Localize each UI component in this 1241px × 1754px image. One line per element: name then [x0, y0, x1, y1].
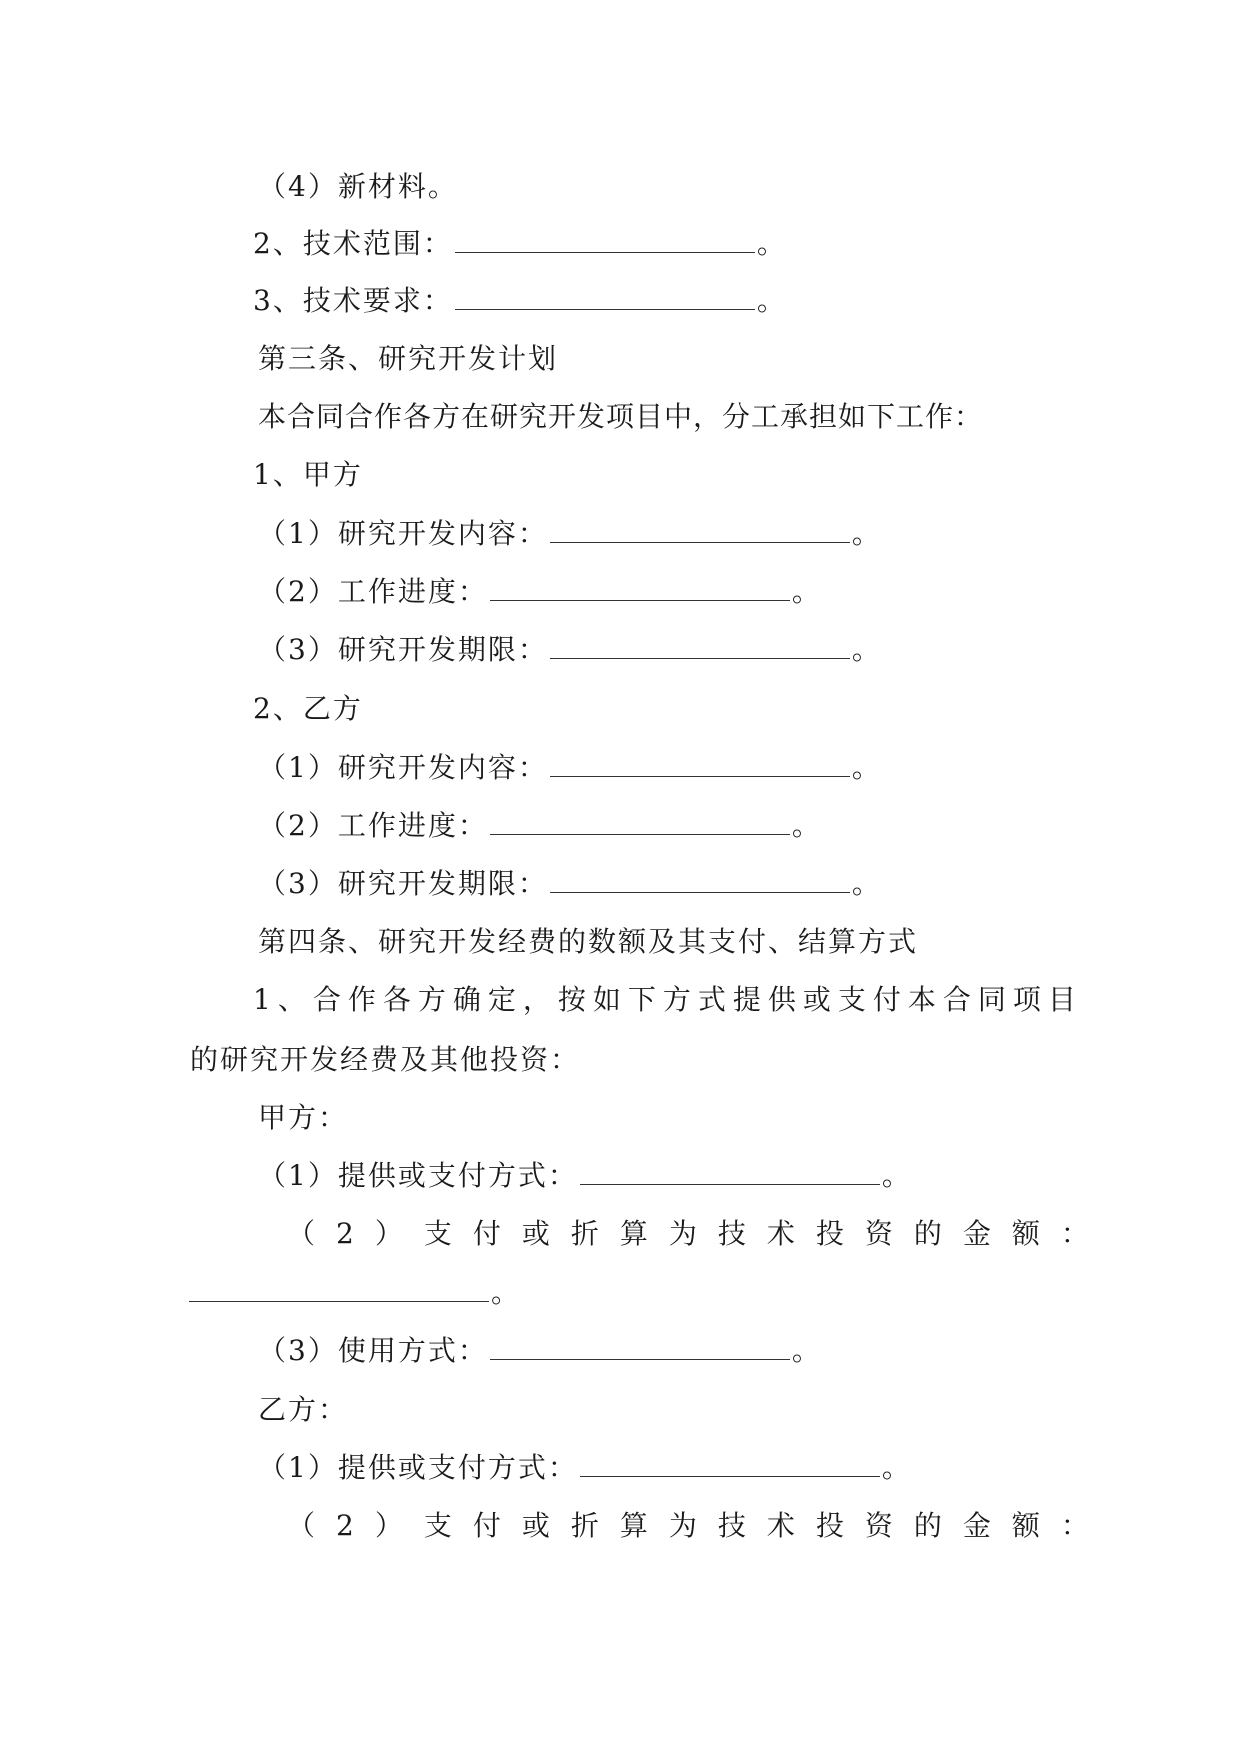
fill-in-blank: [490, 810, 790, 835]
party-heading: 1、甲方: [253, 458, 363, 491]
fill-in-blank: [580, 1160, 880, 1185]
fill-in-blank: [550, 752, 850, 777]
form-line: （2）工作进度： 。: [258, 575, 822, 608]
form-line: （2）工作进度： 。: [258, 809, 822, 842]
form-line: （3）使用方式： 。: [258, 1334, 822, 1367]
party-heading: 2、乙方: [253, 692, 363, 725]
form-line: （1）提供或支付方式： 。: [258, 1451, 912, 1484]
fill-in-blank: [455, 228, 755, 253]
fill-in-blank: [550, 634, 850, 659]
text-line: 的研究开发经费及其他投资：: [190, 1043, 581, 1076]
text-line: 1、合作各方确定，按如下方式提供或支付本合同项目: [253, 983, 1083, 1016]
fill-in-blank: [550, 868, 850, 893]
fill-in-blank: [550, 518, 850, 543]
fill-in-blank: [455, 285, 755, 310]
text-line: （2）支付或折算为技术投资的金额：: [287, 1509, 1110, 1542]
party-heading: 乙方：: [258, 1393, 349, 1426]
form-line: 。: [187, 1273, 521, 1313]
party-heading: 甲方：: [258, 1101, 349, 1134]
text-line: （2）支付或折算为技术投资的金额：: [287, 1217, 1110, 1250]
technical-requirements-line: 3、技术要求： 。: [253, 284, 787, 317]
text-line: （4）新材料。: [258, 170, 458, 203]
form-line: （1）研究开发内容： 。: [258, 751, 882, 784]
section-heading: 第三条、研究开发计划: [258, 342, 559, 375]
form-line: （1）提供或支付方式： 。: [258, 1159, 912, 1192]
fill-in-blank: [189, 1277, 489, 1302]
section-heading: 第四条、研究开发经费的数额及其支付、结算方式: [258, 925, 919, 958]
form-line: （3）研究开发期限： 。: [258, 633, 882, 666]
fill-in-blank: [490, 1335, 790, 1360]
fill-in-blank: [490, 576, 790, 601]
form-line: （3）研究开发期限： 。: [258, 867, 882, 900]
technical-scope-line: 2、技术范围： 。: [253, 227, 787, 260]
text-line: 本合同合作各方在研究开发项目中，分工承担如下工作：: [258, 400, 984, 433]
fill-in-blank: [580, 1452, 880, 1477]
form-line: （1）研究开发内容： 。: [258, 517, 882, 550]
